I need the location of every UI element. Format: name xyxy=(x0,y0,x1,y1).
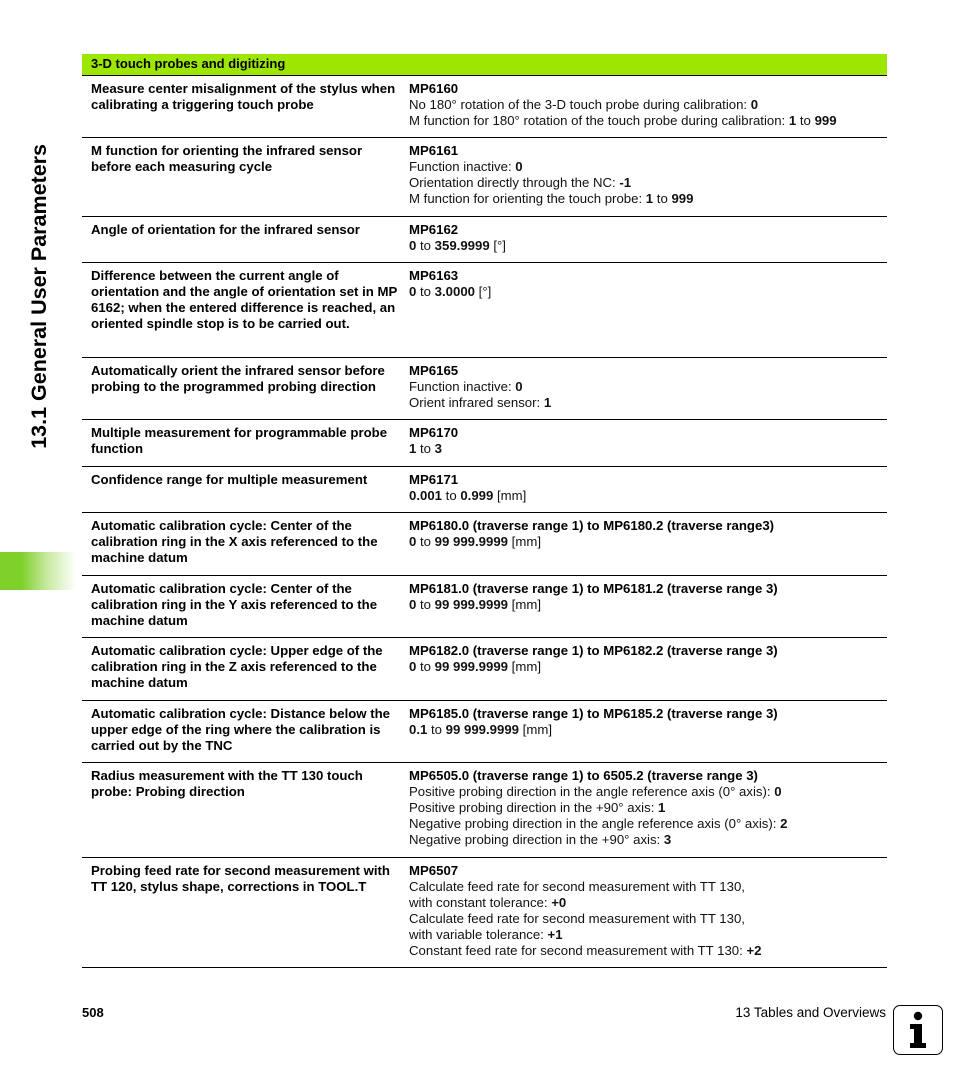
parameter-value-label: to xyxy=(653,191,672,206)
parameter-value-label: to xyxy=(442,488,461,503)
parameter-values xyxy=(409,643,887,700)
parameter-value-label: M function for orienting the touch probe: xyxy=(409,191,646,206)
table-row xyxy=(82,467,887,513)
parameter-value: 0 xyxy=(515,159,523,174)
parameter-value-label: [mm] xyxy=(508,597,541,612)
parameter-value-label: Negative probing direction in the angle reference axis (0° axis): xyxy=(409,816,781,831)
parameter-value: +0 xyxy=(551,895,567,910)
parameter-values xyxy=(409,768,887,857)
parameter-value: 0 xyxy=(774,784,782,799)
parameter-value-label: to xyxy=(416,659,435,674)
parameter-description: Angle of orientation for the infrared sensor xyxy=(91,222,360,237)
parameter-value-line xyxy=(409,395,887,411)
parameter-value-label: with constant tolerance: xyxy=(409,895,552,910)
parameter-value-line xyxy=(409,113,887,129)
parameter-value: 0 xyxy=(409,659,417,674)
parameter-value-label: Positive probing direction in the +90° axis: xyxy=(409,800,659,815)
parameter-value-label: [mm] xyxy=(508,659,541,674)
machine-parameter-id: MP6181.0 (traverse range 1) to MP6181.2 (traverse range 3) xyxy=(409,581,778,596)
table-rows xyxy=(82,76,887,968)
parameter-value-line xyxy=(409,659,887,675)
table-row xyxy=(82,513,887,576)
info-icon xyxy=(893,1005,943,1055)
parameter-value-label: to xyxy=(796,113,815,128)
parameter-value-line xyxy=(409,488,887,504)
parameter-value-line xyxy=(409,441,887,457)
parameter-value-line xyxy=(409,175,887,191)
parameter-value-line xyxy=(409,879,887,895)
machine-parameter-id: MP6170 xyxy=(409,425,459,440)
table-row xyxy=(82,217,887,263)
table-row xyxy=(82,763,887,858)
parameter-value: 0 xyxy=(409,284,417,299)
page-number: 508 xyxy=(82,1005,104,1020)
parameter-value: 999 xyxy=(814,113,837,128)
parameter-description: Automatically orient the infrared sensor before probing to the programmed probing direction xyxy=(91,363,385,394)
parameter-value: 1 xyxy=(658,800,666,815)
parameter-value-line xyxy=(409,191,887,207)
parameter-value-line xyxy=(409,832,887,848)
parameter-value-label: Function inactive: xyxy=(409,379,516,394)
machine-parameter-id: MP6161 xyxy=(409,143,459,158)
parameter-value: 1 xyxy=(409,441,417,456)
chapter-side-title xyxy=(18,52,62,540)
parameter-value-label: [mm] xyxy=(493,488,527,503)
machine-parameter-id: MP6162 xyxy=(409,222,459,237)
parameter-value-label: to xyxy=(416,284,435,299)
machine-parameter-id: MP6185.0 (traverse range 1) to MP6185.2 (traverse range 3) xyxy=(409,706,778,721)
table-row xyxy=(82,263,887,358)
parameter-value: 3 xyxy=(434,441,443,456)
parameter-values xyxy=(409,706,887,762)
parameter-value: 2 xyxy=(780,816,788,831)
parameter-value-label: to xyxy=(416,597,435,612)
parameter-value: 99 999.9999 xyxy=(445,722,520,737)
parameter-value: 3 xyxy=(663,832,672,847)
parameter-value: 359.9999 xyxy=(434,238,490,253)
parameter-value-line xyxy=(409,816,887,832)
table-row xyxy=(82,358,887,420)
parameter-value: 0.999 xyxy=(460,488,494,503)
parameter-description: M function for orienting the infrared sensor before each measuring cycle xyxy=(91,143,363,174)
parameter-value-label: to xyxy=(416,238,435,253)
parameter-value-line xyxy=(409,238,887,254)
parameter-value: 1 xyxy=(543,395,552,410)
machine-parameter-id: MP6182.0 (traverse range 1) to MP6182.2 (traverse range 3) xyxy=(409,643,778,658)
parameter-value-line xyxy=(409,800,887,816)
parameter-values xyxy=(409,143,887,216)
parameter-value-label: Calculate feed rate for second measurement with TT 130, xyxy=(409,911,745,926)
parameter-description: Automatic calibration cycle: Upper edge of the calibration ring in the Z axis referenced to the machine datum xyxy=(91,643,383,690)
machine-parameter-id: MP6160 xyxy=(409,81,459,96)
parameter-value-label: [°] xyxy=(489,238,506,253)
parameter-value: -1 xyxy=(619,175,632,190)
machine-parameter-id: MP6171 xyxy=(409,472,459,487)
parameter-value-line xyxy=(409,784,887,800)
machine-parameter-id: MP6180.0 (traverse range 1) to MP6180.2 (traverse range3) xyxy=(409,518,775,533)
table-row xyxy=(82,138,887,217)
table-row xyxy=(82,701,887,763)
parameter-value-label: Orient infrared sensor: xyxy=(409,395,544,410)
parameter-value: 0 xyxy=(409,238,417,253)
parameter-value-label: Positive probing direction in the angle reference axis (0° axis): xyxy=(409,784,775,799)
parameter-value: 0.001 xyxy=(409,488,443,503)
info-i-glyph-icon xyxy=(901,1010,935,1050)
parameter-value-label: Calculate feed rate for second measurement with TT 130, xyxy=(409,879,745,894)
parameter-table xyxy=(82,54,887,968)
parameter-value-label: [mm] xyxy=(519,722,552,737)
parameter-values xyxy=(409,363,887,419)
parameter-values xyxy=(409,863,887,967)
parameter-value: 0 xyxy=(409,534,417,549)
parameter-description: Automatic calibration cycle: Center of the calibration ring in the Y axis referenced to the machine datum xyxy=(91,581,378,628)
parameter-description: Measure center misalignment of the stylus when calibrating a triggering touch probe xyxy=(91,81,396,112)
parameter-value-label: No 180° rotation of the 3-D touch probe during calibration: xyxy=(409,97,751,112)
table-row xyxy=(82,858,887,968)
parameter-value: 99 999.9999 xyxy=(434,597,509,612)
parameter-value: 0 xyxy=(515,379,523,394)
parameter-value: +1 xyxy=(547,927,563,942)
parameter-value-label: [mm] xyxy=(508,534,541,549)
parameter-value-line xyxy=(409,895,887,911)
parameter-value: 0 xyxy=(409,597,417,612)
machine-parameter-id: MP6165 xyxy=(409,363,459,378)
parameter-value: 999 xyxy=(671,191,694,206)
chapter-side-title-text: 13.1 General User Parameters xyxy=(27,143,52,449)
parameter-value-line xyxy=(409,722,887,738)
parameter-description: Multiple measurement for programmable probe function xyxy=(91,425,388,456)
parameter-value-line xyxy=(409,597,887,613)
parameter-values xyxy=(409,581,887,637)
parameter-value-label: Orientation directly through the NC: xyxy=(409,175,620,190)
parameter-values xyxy=(409,518,887,575)
parameter-value: 3.0000 xyxy=(434,284,476,299)
parameter-value-line xyxy=(409,379,887,395)
parameter-values xyxy=(409,268,887,357)
parameter-values xyxy=(409,222,887,262)
parameter-values xyxy=(409,425,887,466)
parameter-values xyxy=(409,472,887,512)
table-row xyxy=(82,76,887,138)
parameter-value-line xyxy=(409,943,887,959)
parameter-value: +2 xyxy=(746,943,762,958)
parameter-value: 99 999.9999 xyxy=(434,659,509,674)
parameter-values xyxy=(409,81,887,137)
machine-parameter-id: MP6163 xyxy=(409,268,459,283)
parameter-value-label: Constant feed rate for second measurement with TT 130: xyxy=(409,943,747,958)
parameter-value: 1 xyxy=(645,191,654,206)
parameter-value: 99 999.9999 xyxy=(434,534,509,549)
machine-parameter-id: MP6505.0 (traverse range 1) to 6505.2 (traverse range 3) xyxy=(409,768,758,783)
parameter-value-line xyxy=(409,284,887,300)
parameter-value-label: to xyxy=(416,441,435,456)
parameter-value-line xyxy=(409,927,887,943)
parameter-value-label: Negative probing direction in the +90° axis: xyxy=(409,832,664,847)
parameter-description: Radius measurement with the TT 130 touch probe: Probing direction xyxy=(91,768,363,799)
table-row xyxy=(82,576,887,638)
parameter-description: Probing feed rate for second measurement with TT 120, stylus shape, corrections in TOOL.T xyxy=(91,863,390,894)
parameter-value-label: Function inactive: xyxy=(409,159,516,174)
parameter-description: Automatic calibration cycle: Distance below the upper edge of the ring where the calibration is carried out by the TNC xyxy=(91,706,390,753)
parameter-value-line xyxy=(409,911,887,927)
parameter-value: 1 xyxy=(788,113,797,128)
machine-parameter-id: MP6507 xyxy=(409,863,459,878)
table-row xyxy=(82,638,887,701)
parameter-value: 0.1 xyxy=(409,722,428,737)
parameter-value-label: [°] xyxy=(475,284,492,299)
table-row xyxy=(82,420,887,467)
parameter-value-line xyxy=(409,97,887,113)
parameter-value-label: to xyxy=(427,722,446,737)
parameter-value-label: M function for 180° rotation of the touch probe during calibration: xyxy=(409,113,789,128)
parameter-description: Difference between the current angle of orientation and the angle of orientation set in MP 6162; when the entered difference is reached, an oriented spindle stop is to be carried out. xyxy=(91,268,398,331)
parameter-value-line xyxy=(409,159,887,175)
parameter-description: Automatic calibration cycle: Center of the calibration ring in the X axis referenced to the machine datum xyxy=(91,518,378,565)
parameter-value-label: with variable tolerance: xyxy=(409,927,548,942)
footer-chapter-title: 13 Tables and Overviews xyxy=(735,1005,886,1020)
parameter-description: Confidence range for multiple measurement xyxy=(91,472,368,487)
parameter-value-label: to xyxy=(416,534,435,549)
table-section-header: 3-D touch probes and digitizing xyxy=(82,54,887,76)
chapter-thumb-tab xyxy=(0,552,76,590)
parameter-value-line xyxy=(409,534,887,550)
parameter-value: 0 xyxy=(750,97,759,112)
